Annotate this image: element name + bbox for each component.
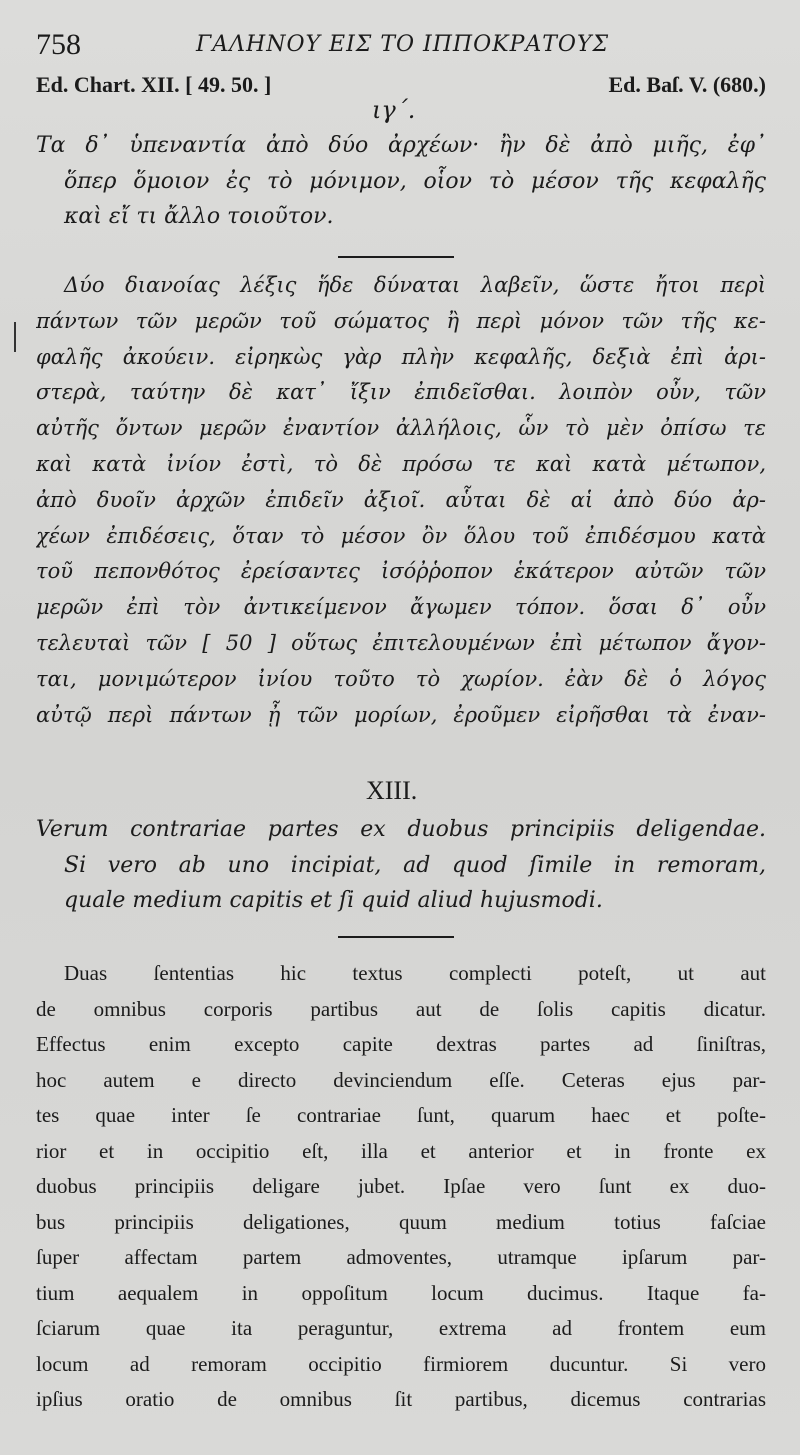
latin-lemma-line: Verum contrariae partes ex duobus principiis deligendae. xyxy=(36,817,766,842)
latin-commentary-line: rior et in occipitio eſt, illa et anterior et in fronte ex xyxy=(36,1138,766,1163)
greek-commentary-line: στερὰ, ταύτην δὲ κατ᾽ ἴξιν ἐπιδεῖσθαι. λοιπὸν οὖν, τῶν xyxy=(36,380,766,405)
latin-commentary xyxy=(36,956,766,1418)
latin-commentary-line: locum ad remoram occipitio firmiorem ducuntur. Si vero xyxy=(36,1351,766,1376)
latin-commentary-line: ipſius oratio de omnibus ſit partibus, dicemus contrarias xyxy=(36,1387,766,1411)
greek-commentary-line: ἀπὸ δυοῖν ἀρχῶν ἐπιδεῖν ἀξιοῖ. αὗται δὲ αἱ ἀπὸ δύο ἀρ- xyxy=(36,487,766,512)
page-header xyxy=(36,28,766,68)
latin-commentary-line: bus principiis deligationes, quum medium totius faſciae xyxy=(36,1209,766,1234)
edition-reference-chart: Ed. Chart. XII. [ 49. 50. ] xyxy=(36,72,272,97)
greek-section-number: ιγ΄. xyxy=(372,96,416,124)
page-number: 758 xyxy=(36,28,81,61)
margin-mark xyxy=(14,322,16,352)
greek-commentary-line: πάντων τῶν μερῶν τοῦ σώματος ἢ περὶ μόνον τῶν τῆς κε- xyxy=(36,308,766,333)
latin-commentary-line: de omnibus corporis partibus aut de ſolis capitis dicatur. xyxy=(36,996,766,1021)
greek-commentary-line: μερῶν ἐπὶ τὸν ἀντικείμενον ἄγωμεν τόπον. ὅσαι δ᾽ οὖν xyxy=(36,595,766,620)
greek-commentary-line: φαλῆς ἀκούειν. εἰρηκὼς γὰρ πλὴν κεφαλῆς, δεξιὰ ἐπὶ ἀρι- xyxy=(36,344,766,369)
greek-commentary-line: τελευταὶ τῶν [ 50 ] οὕτως ἐπιτελουμένων ἐπὶ μέτωπον ἄγον- xyxy=(36,630,766,655)
greek-lemma-line: καὶ εἴ τι ἄλλο τοιοῦτον. xyxy=(64,204,334,229)
section-divider xyxy=(338,256,454,258)
latin-commentary-line: Effectus enim excepto capite dextras partes ad ſiniſtras, xyxy=(36,1032,766,1056)
greek-lemma-line: Τα δ᾽ ὑπεναντία ἀπὸ δύο ἀρχέων· ἢν δὲ ἀπὸ μιῆς, ἐφ᾽ xyxy=(36,133,766,158)
latin-lemma-line: Si vero ab uno incipiat, ad quod ſimile in remoram, xyxy=(64,852,766,878)
latin-commentary-line: hoc autem e directo devinciendum eſſe. Ceteras ejus par- xyxy=(36,1067,766,1092)
greek-commentary-line: καὶ κατὰ ἰνίον ἐστὶ, τὸ δὲ πρόσω τε καὶ κατὰ μέτωπον, xyxy=(36,451,766,476)
greek-commentary xyxy=(36,268,766,733)
latin-lemma-line: quale medium capitis et ſi quid aliud hujusmodi. xyxy=(64,888,603,913)
latin-commentary-line: tium aequalem in oppoſitum locum ducimus. Itaque fa- xyxy=(36,1280,766,1305)
greek-commentary-line: ται, μονιμώτερον ἰνίου τοῦτο τὸ χωρίον. ἐὰν δὲ ὁ λόγος xyxy=(36,666,766,691)
section-divider xyxy=(338,936,454,938)
running-head: ΓΑΛΗΝΟΥ ΕΙΣ ΤΟ ΙΠΠΟΚΡΑΤΟΥΣ xyxy=(196,32,610,57)
greek-lemma-line: ὅπερ ὅμοιον ἐς τὸ μόνιμον, οἷον τὸ μέσον τῆς κεφαλῆς xyxy=(64,168,766,194)
latin-commentary-line: ſuper affectam partem admoventes, utramque ipſarum par- xyxy=(36,1245,766,1269)
greek-commentary-line: αὐτῆς ὄντων μερῶν ἐναντίον ἀλλήλοις, ὧν τὸ μὲν ὀπίσω τε xyxy=(36,416,766,441)
greek-commentary-line: αὐτῷ περὶ πάντων ᾖ τῶν μορίων, ἐροῦμεν εἰρῆσθαι τὰ ἐναν- xyxy=(36,702,766,727)
latin-lemma xyxy=(36,812,766,919)
greek-commentary-line: χέων ἐπιδέσεις, ὅταν τὸ μέσον ὂν ὅλου τοῦ ἐπιδέσμου κατὰ xyxy=(36,523,766,548)
greek-commentary-line: Δύο διανοίας λέξις ἥδε δύναται λαβεῖν, ὥστε ἤτοι περὶ xyxy=(64,273,766,297)
edition-reference-basel: Ed. Baſ. V. (680.) xyxy=(608,72,766,97)
latin-commentary-line: tes quae inter ſe contrariae ſunt, quarum haec et poſte- xyxy=(36,1103,766,1127)
greek-commentary-line: τοῦ πεπονθότος ἐρείσαντες ἰσόῤῥοπον ἑκάτερον αὐτῶν τῶν xyxy=(36,559,766,584)
latin-commentary-line: ſciarum quae ita peraguntur, extrema ad frontem eum xyxy=(36,1316,766,1340)
latin-section-number: XIII. xyxy=(366,776,418,805)
latin-commentary-line: Duas ſententias hic textus complecti poteſt, ut aut xyxy=(64,961,766,985)
greek-lemma xyxy=(36,128,766,235)
latin-commentary-line: duobus principiis deligare jubet. Ipſae vero ſunt ex duo- xyxy=(36,1174,766,1198)
